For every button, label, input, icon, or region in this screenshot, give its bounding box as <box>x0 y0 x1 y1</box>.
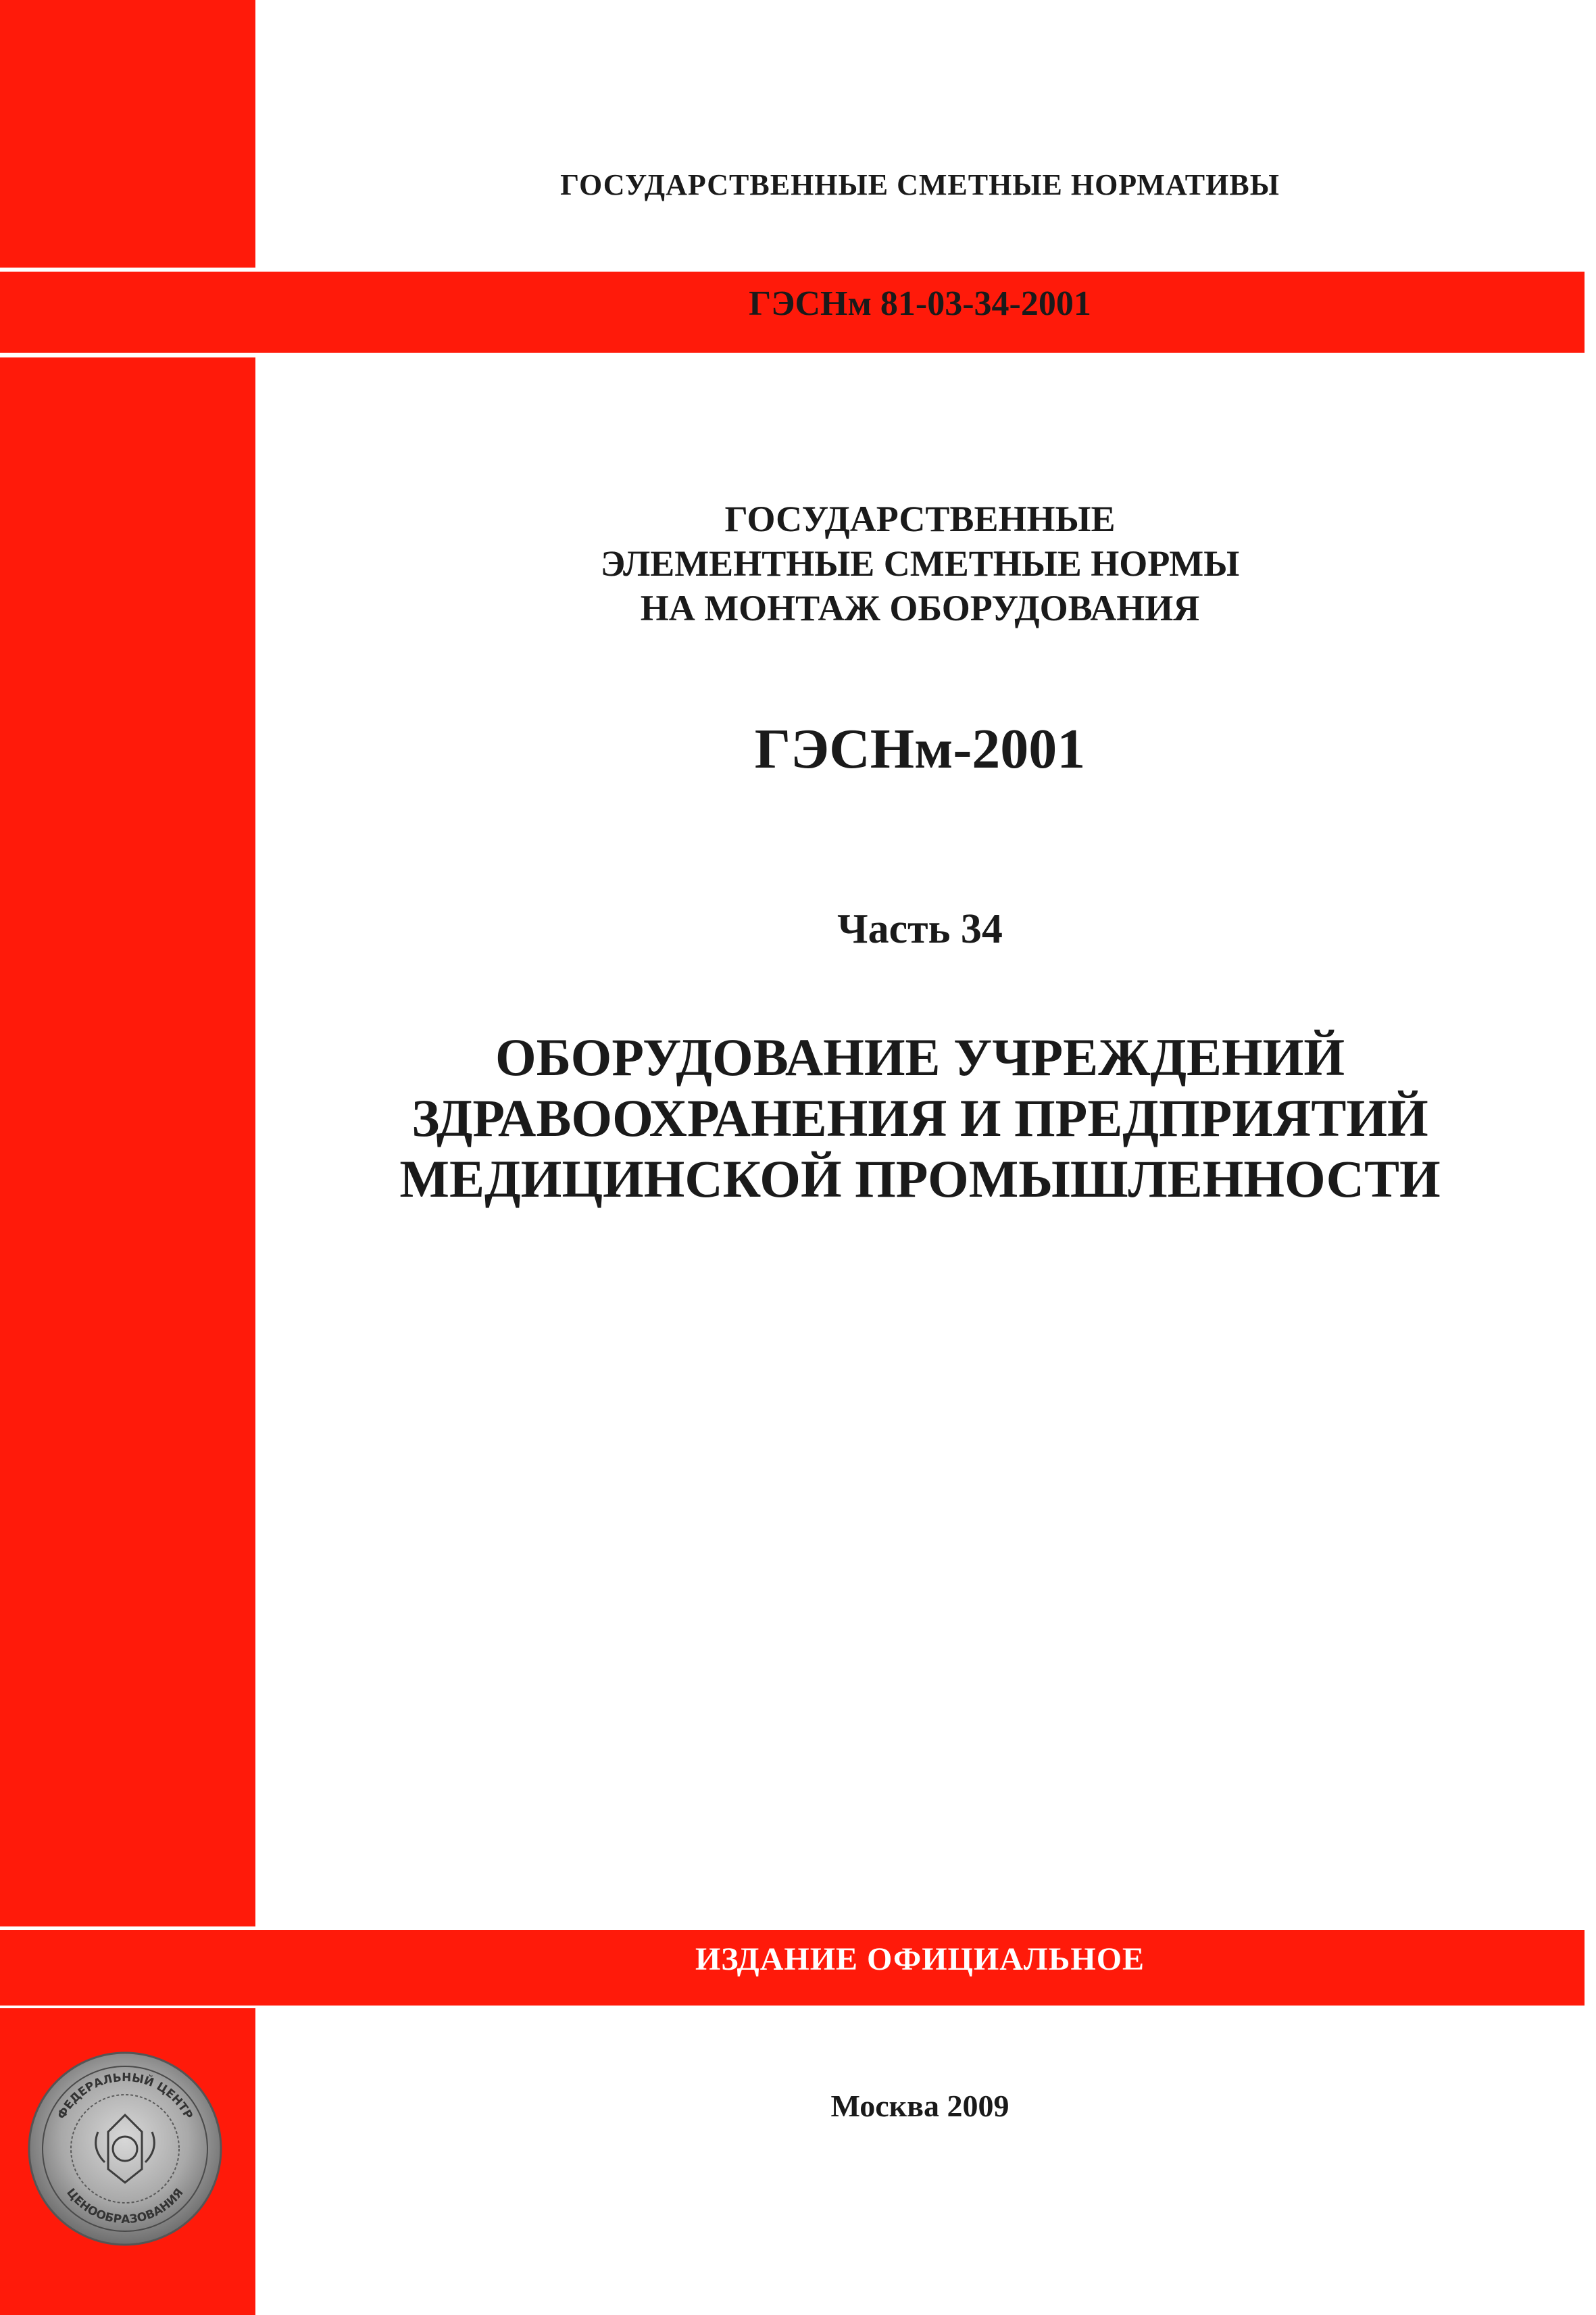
main-title: ГЭСНм-2001 <box>754 718 1086 780</box>
city-year: Москва 2009 <box>830 2089 1009 2123</box>
section-title-line: МЕДИЦИНСКОЙ ПРОМЫШЛЕННОСТИ <box>399 1149 1441 1208</box>
subtitle <box>255 497 1585 630</box>
subtitle-line: ЭЛЕМЕНТНЫЕ СМЕТНЫЕ НОРМЫ <box>600 543 1240 584</box>
part-label: Часть 34 <box>837 906 1003 952</box>
section-title-line: ЗДРАВООХРАНЕНИЯ И ПРЕДПРИЯТИЙ <box>412 1089 1428 1147</box>
subtitle-line: ГОСУДАРСТВЕННЫЕ <box>724 499 1116 539</box>
section-title <box>255 1027 1585 1210</box>
section-title-line: ОБОРУДОВАНИЕ УЧРЕЖДЕНИЙ <box>495 1028 1345 1087</box>
subtitle-line: НА МОНТАЖ ОБОРУДОВАНИЯ <box>640 588 1200 628</box>
hologram-seal-icon <box>27 2051 223 2247</box>
standard-code: ГЭСНм 81-03-34-2001 <box>749 284 1091 323</box>
seal-text-top: ФЕДЕРАЛЬНЫЙ ЦЕНТР <box>55 2070 195 2122</box>
edition-label: ИЗДАНИЕ ОФИЦИАЛЬНОЕ <box>695 1941 1145 1977</box>
seal-text-bottom: ЦЕНООБРАЗОВАНИЯ <box>64 2186 186 2227</box>
red-left-strip-top <box>0 0 255 268</box>
header-label: ГОСУДАРСТВЕННЫЕ СМЕТНЫЕ НОРМАТИВЫ <box>560 168 1280 201</box>
red-left-strip-main <box>0 357 255 1926</box>
